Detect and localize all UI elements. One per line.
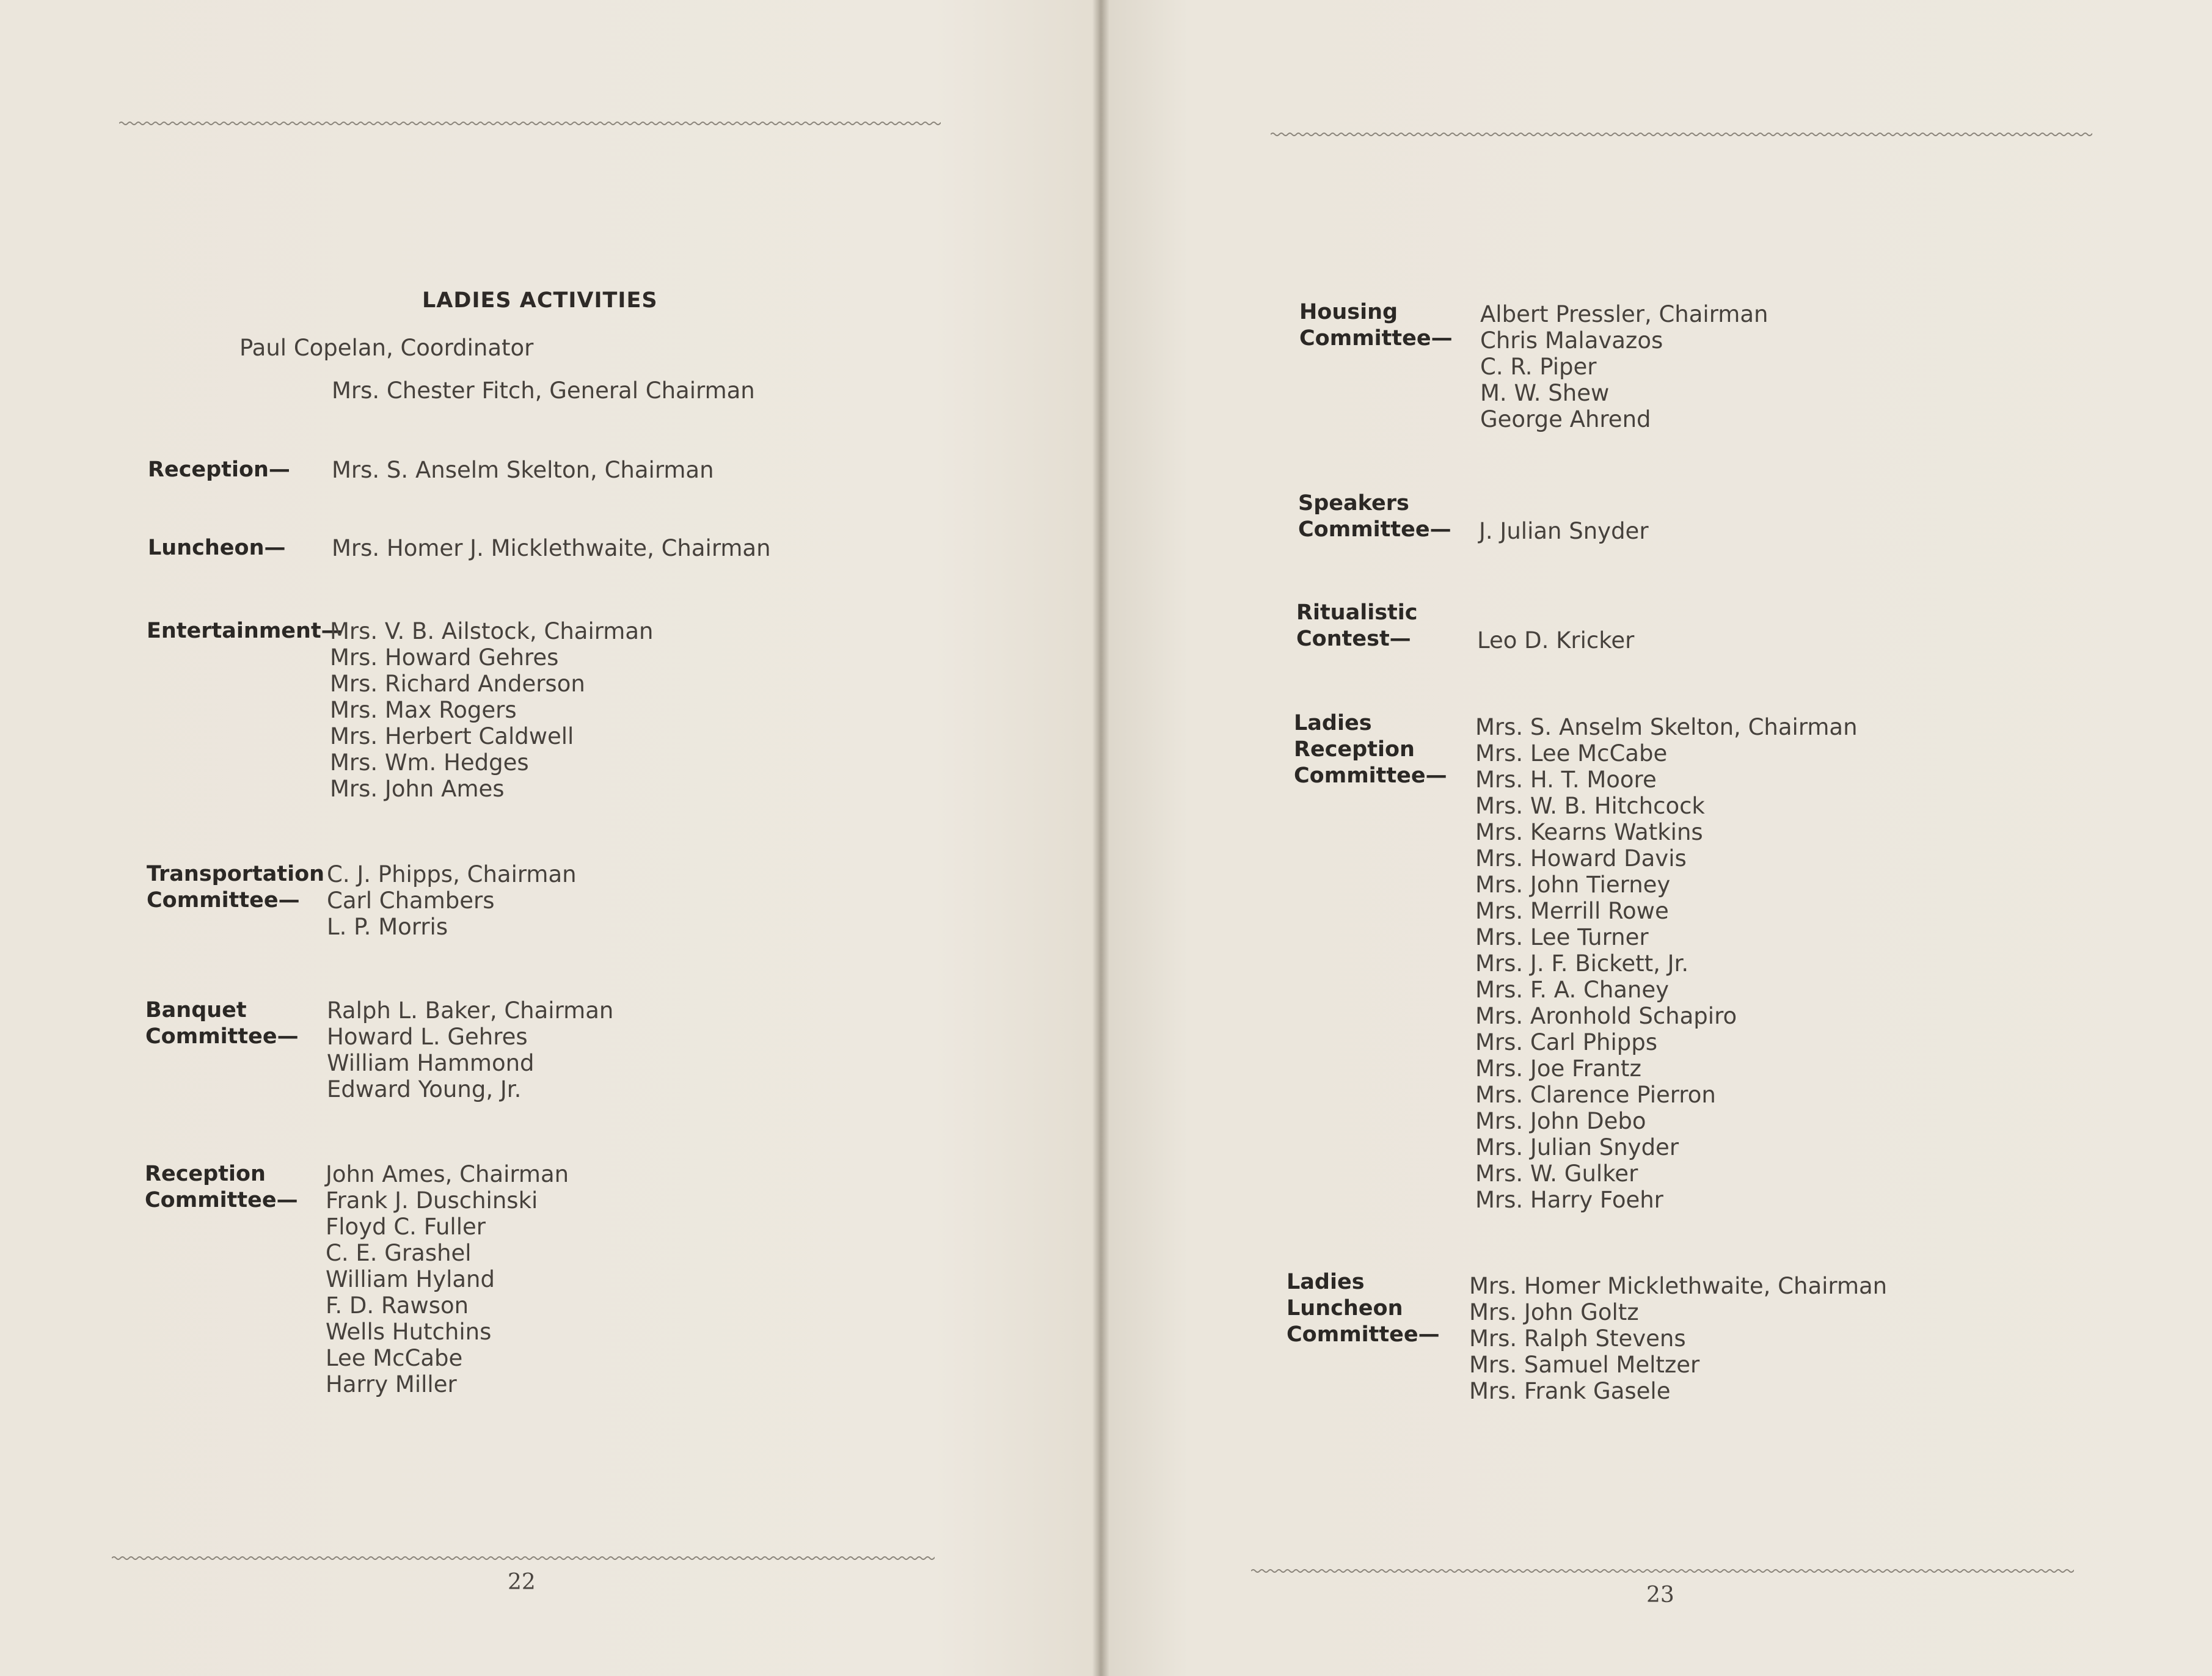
member-name: Mrs. Lee Turner bbox=[1475, 924, 1649, 950]
wavy-rule-path bbox=[119, 122, 941, 125]
member-name: Mrs. S. Anselm Skelton, Chairman bbox=[332, 457, 714, 483]
bottom-wavy-rule-right bbox=[1251, 1567, 2074, 1575]
member-name: Mrs. W. Gulker bbox=[1475, 1160, 1638, 1187]
top-wavy-rule-right bbox=[1271, 131, 2092, 138]
section-label-line: Banquet bbox=[145, 998, 247, 1022]
member-name: Mrs. John Goltz bbox=[1469, 1299, 1639, 1325]
section-names bbox=[332, 535, 771, 561]
section-label-line: Committee— bbox=[147, 888, 300, 913]
wavy-rule-path bbox=[112, 1557, 935, 1559]
member-name: Mrs. Aronhold Schapiro bbox=[1475, 1003, 1737, 1029]
member-name: Mrs. Clarence Pierron bbox=[1475, 1082, 1716, 1108]
section-label-line: Committee— bbox=[145, 1188, 298, 1212]
member-name: Mrs. Howard Gehres bbox=[330, 644, 559, 671]
section-names bbox=[1475, 714, 1858, 1213]
member-name: Mrs. John Debo bbox=[1475, 1108, 1646, 1134]
section-names bbox=[1477, 627, 1634, 654]
member-name: Mrs. Merrill Rowe bbox=[1475, 898, 1669, 924]
member-name: Mrs. Frank Gasele bbox=[1469, 1378, 1671, 1404]
member-name: L. P. Morris bbox=[327, 914, 448, 940]
section-names bbox=[326, 1161, 569, 1397]
member-name: Mrs. Joe Frantz bbox=[1475, 1055, 1641, 1082]
member-name: Mrs. Kearns Watkins bbox=[1475, 819, 1703, 845]
general-chairman-line: Mrs. Chester Fitch, General Chairman bbox=[332, 377, 755, 404]
section-label bbox=[147, 618, 343, 644]
member-name: Floyd C. Fuller bbox=[326, 1214, 486, 1240]
member-name: Mrs. Homer J. Micklethwaite, Chairman bbox=[332, 535, 771, 561]
member-name: Edward Young, Jr. bbox=[327, 1076, 522, 1102]
member-name: Leo D. Kricker bbox=[1477, 627, 1635, 654]
page-number-left: 22 bbox=[508, 1570, 536, 1595]
member-name: Carl Chambers bbox=[327, 887, 495, 914]
member-name: Howard L. Gehres bbox=[327, 1024, 528, 1050]
member-name: Mrs. John Ames bbox=[330, 776, 505, 802]
section-label-line: Luncheon bbox=[1287, 1296, 1403, 1321]
member-name: Albert Pressler, Chairman bbox=[1480, 301, 1769, 327]
section-label bbox=[147, 861, 324, 914]
member-name: Mrs. S. Anselm Skelton, Chairman bbox=[1475, 714, 1858, 740]
member-name: C. E. Grashel bbox=[326, 1240, 472, 1266]
section-names bbox=[327, 997, 613, 1102]
section-label-line: Ladies bbox=[1287, 1270, 1365, 1294]
member-name: Mrs. Samuel Meltzer bbox=[1469, 1352, 1700, 1378]
member-name: Mrs. Harry Foehr bbox=[1475, 1187, 1663, 1213]
member-name: Mrs. Julian Snyder bbox=[1475, 1134, 1679, 1160]
member-name: Mrs. Homer Micklethwaite, Chairman bbox=[1469, 1273, 1888, 1299]
member-name: Mrs. V. B. Ailstock, Chairman bbox=[330, 618, 654, 644]
member-name: Wells Hutchins bbox=[326, 1319, 492, 1345]
coordinator-line: Paul Copelan, Coordinator bbox=[239, 335, 534, 361]
section-label-line: Housing bbox=[1299, 300, 1398, 324]
section-names bbox=[1479, 518, 1649, 544]
bottom-wavy-rule-left bbox=[112, 1554, 935, 1562]
section-label-line: Committee— bbox=[1294, 763, 1447, 788]
wavy-rule-path bbox=[1271, 133, 2092, 136]
member-name: Mrs. F. A. Chaney bbox=[1475, 977, 1670, 1003]
member-name: J. Julian Snyder bbox=[1479, 518, 1649, 544]
section-label-line: Reception bbox=[1294, 737, 1415, 762]
section-label-line: Ritualistic bbox=[1296, 600, 1418, 625]
book-gutter bbox=[1092, 0, 1109, 1676]
member-name: Mrs. Carl Phipps bbox=[1475, 1029, 1657, 1055]
section-label-line: Contest— bbox=[1296, 627, 1411, 651]
member-name: Mrs. W. B. Hitchcock bbox=[1475, 793, 1705, 819]
member-name: Chris Malavazos bbox=[1480, 327, 1663, 354]
section-label bbox=[1294, 710, 1447, 789]
member-name: C. J. Phipps, Chairman bbox=[327, 861, 577, 887]
page-title: LADIES ACTIVITIES bbox=[422, 288, 658, 313]
member-name: F. D. Rawson bbox=[326, 1292, 469, 1319]
section-label bbox=[1296, 600, 1418, 652]
member-name: Mrs. John Tierney bbox=[1475, 872, 1671, 898]
section-label-line: Committee— bbox=[145, 1024, 299, 1049]
section-label bbox=[148, 535, 286, 561]
member-name: C. R. Piper bbox=[1480, 354, 1597, 380]
member-name: George Ahrend bbox=[1480, 406, 1651, 432]
section-names bbox=[1469, 1273, 1887, 1404]
member-name: M. W. Shew bbox=[1480, 380, 1610, 406]
section-label-line: Committee— bbox=[1299, 326, 1453, 351]
section-label bbox=[148, 457, 290, 483]
section-label-line: Reception— bbox=[148, 457, 290, 482]
top-wavy-rule-left bbox=[119, 120, 941, 127]
member-name: Harry Miller bbox=[326, 1371, 457, 1397]
member-name: William Hammond bbox=[327, 1050, 535, 1076]
member-name: John Ames, Chairman bbox=[326, 1161, 569, 1187]
wavy-rule-path bbox=[1251, 1570, 2074, 1572]
member-name: Mrs. Ralph Stevens bbox=[1469, 1325, 1686, 1352]
section-label-line: Committee— bbox=[1287, 1322, 1440, 1347]
section-label-line: Committee— bbox=[1298, 517, 1451, 542]
section-label bbox=[145, 1161, 298, 1214]
member-name: William Hyland bbox=[326, 1266, 495, 1292]
page-number-right: 23 bbox=[1646, 1583, 1674, 1608]
section-label-line: Luncheon— bbox=[148, 536, 286, 560]
section-label-line: Entertainment— bbox=[147, 619, 343, 643]
section-label-line: Ladies bbox=[1294, 711, 1372, 735]
member-name: Lee McCabe bbox=[326, 1345, 463, 1371]
section-label-line: Speakers bbox=[1298, 491, 1409, 516]
section-label-line: Transportation bbox=[147, 862, 325, 886]
section-label bbox=[1298, 490, 1451, 543]
member-name: Ralph L. Baker, Chairman bbox=[327, 997, 614, 1024]
member-name: Mrs. H. T. Moore bbox=[1475, 767, 1657, 793]
member-name: Frank J. Duschinski bbox=[326, 1187, 538, 1214]
member-name: Mrs. Max Rogers bbox=[330, 697, 517, 723]
member-name: Mrs. J. F. Bickett, Jr. bbox=[1475, 950, 1689, 977]
section-names bbox=[1480, 301, 1768, 432]
section-label bbox=[1299, 299, 1453, 352]
section-label-line: Reception bbox=[145, 1162, 266, 1186]
section-names bbox=[330, 618, 653, 802]
member-name: Mrs. Wm. Hedges bbox=[330, 749, 529, 776]
section-names bbox=[332, 457, 714, 483]
member-name: Mrs. Richard Anderson bbox=[330, 671, 585, 697]
section-label bbox=[145, 997, 299, 1050]
left-page bbox=[0, 0, 1100, 1676]
section-label bbox=[1287, 1269, 1440, 1348]
member-name: Mrs. Herbert Caldwell bbox=[330, 723, 574, 749]
member-name: Mrs. Lee McCabe bbox=[1475, 740, 1668, 767]
section-names bbox=[327, 861, 577, 940]
member-name: Mrs. Howard Davis bbox=[1475, 845, 1687, 872]
